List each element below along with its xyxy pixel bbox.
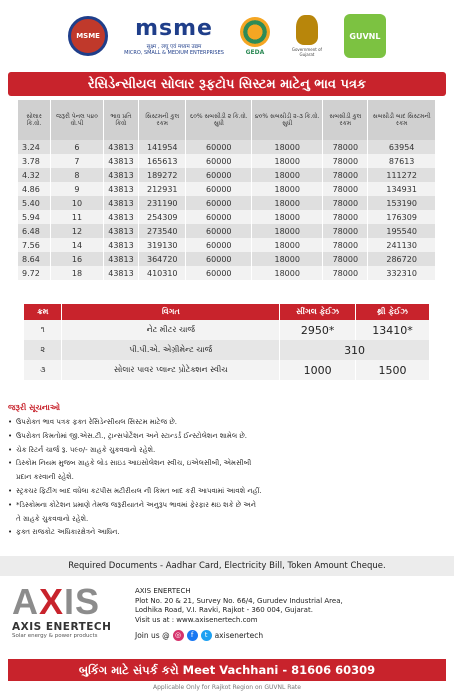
geda-logo: [240, 17, 270, 56]
charges-col-three: થ્રી ફેઈઝ: [356, 304, 430, 320]
col-header-net-amount: સબસીડી બાદ સિસ્ટમની રકમ: [368, 100, 436, 140]
charges-col-detail: વિગત: [62, 304, 280, 320]
note-item: • ડિસ્કોમ નિયમ મુજબ ગ્રાહકે લોડ સાઇડ આઇસોલેશન સ્વીચ, ઇએલસીબી, એમસીબી: [8, 457, 448, 471]
table-cell: 10: [51, 196, 104, 210]
table-cell: 8.64: [18, 252, 51, 266]
table-cell: 60000: [186, 182, 252, 196]
company-details: [135, 587, 445, 641]
charges-cell-both: 310: [280, 340, 430, 360]
table-cell: 60000: [186, 224, 252, 238]
join-label: Join us @: [135, 630, 170, 640]
axis-enertech-logo: [12, 583, 118, 653]
charges-cell-no: ૩: [24, 360, 62, 380]
table-cell: 60000: [186, 210, 252, 224]
table-cell: 18000: [252, 224, 323, 238]
instagram-icon[interactable]: ◎: [173, 630, 184, 641]
note-item: • સ્ટ્રક્ચર ફિટીંગ બાદ વધેલા કટપીસ મટીરીયલ ની કિમત બાદ કરી આપવામાં આવશે નહીં.: [8, 485, 448, 499]
table-cell: 18000: [252, 140, 323, 154]
table-cell: 43813: [103, 196, 138, 210]
col-header-subsidy-40: ૪૦% સબસીડી ૨-૩ કિ.વો. સુધી: [252, 100, 323, 140]
note-item-continuation: પ્રદાન કરવાની રહેશે.: [16, 473, 74, 482]
msme-logo-text: msme: [135, 16, 213, 41]
table-cell: 43813: [103, 266, 138, 280]
note-item-continuation: તે ગ્રાહકે ચુકવવાનો રહેશે.: [16, 514, 89, 523]
table-cell: 60000: [186, 154, 252, 168]
table-cell: 78000: [323, 182, 368, 196]
table-row: [18, 224, 436, 238]
charges-cell-detail: પી.પી.એ. એગ્રીમેન્ટ ચાર્જ: [62, 340, 280, 360]
table-cell: 63954: [368, 140, 436, 154]
table-cell: 111272: [368, 168, 436, 182]
company-address-line2: Lodhika Road, V.I. Ravki, Rajkot - 360 004, Gujarat.: [135, 606, 313, 614]
table-cell: 43813: [103, 140, 138, 154]
table-cell: 18000: [252, 238, 323, 252]
table-cell: 78000: [323, 154, 368, 168]
required-documents-text: Required Documents - Aadhar Card, Electricity Bill, Token Amount Cheque.: [68, 561, 386, 571]
table-cell: 60000: [186, 140, 252, 154]
table-cell: 332310: [368, 266, 436, 280]
table-row: [18, 154, 436, 168]
table-cell: 43813: [103, 168, 138, 182]
axis-logo-tagline: Solar energy & power products: [12, 633, 98, 639]
table-cell: 78000: [323, 266, 368, 280]
note-item: • ચેક રિટર્ન ચાર્જ રૂ. ૫૯૦/- ગ્રાહકે ચુકવવાનો રહેશે.: [8, 444, 448, 458]
table-cell: 14: [51, 238, 104, 252]
table-cell: 18000: [252, 196, 323, 210]
col-header-subsidy-total: સબસીડી કુલ રકમ: [323, 100, 368, 140]
table-cell: 78000: [323, 196, 368, 210]
col-header-panels: જરૂરી પેનલ ૫૪૦ વો.પી: [51, 100, 104, 140]
table-cell: 176309: [368, 210, 436, 224]
table-row: [18, 168, 436, 182]
table-cell: 18000: [252, 168, 323, 182]
table-cell: 3.24: [18, 140, 51, 154]
table-cell: 3.78: [18, 154, 51, 168]
table-cell: 9.72: [18, 266, 51, 280]
msme-hindi-text: सूक्ष्म , लघु एवं मध्यम उद्यम: [146, 44, 202, 50]
page-title-banner: [8, 72, 446, 96]
note-item: • ફક્ત રાજકોટ અધિકારક્ષેત્રને આધિન.: [8, 526, 448, 540]
charges-table: [24, 304, 430, 380]
table-cell: 153190: [368, 196, 436, 210]
msme-logo: [124, 16, 224, 56]
table-cell: 60000: [186, 168, 252, 182]
table-cell: 11: [51, 210, 104, 224]
table-cell: 12: [51, 224, 104, 238]
table-cell: 134931: [368, 182, 436, 196]
charges-cell-no: ૨: [24, 340, 62, 360]
emblem-icon: [296, 15, 318, 45]
note-item: • ઉપરોક્ત કિમતોમાં જી.એસ.ટી., ટ્રાન્સપોર્ટેશન અને સ્ટાન્ડર્ડ ઈન્સ્ટોલેશન શામેલ છે.: [8, 430, 448, 444]
col-header-rate: ભાવ પ્રતિ કિવો: [103, 100, 138, 140]
charges-cell-three: 1500: [356, 360, 430, 380]
table-cell: 60000: [186, 238, 252, 252]
charges-cell-detail: સોલાર પાવર પ્લાન્ટ પ્રોટેક્શન સ્વીચ: [62, 360, 280, 380]
booking-contact-text[interactable]: બુકિંગ માટે સંપર્ક કરો Meet Vachhani - 81606 60309: [78, 662, 376, 677]
charges-row-net-meter: [24, 320, 430, 340]
social-handle[interactable]: axisenertech: [214, 630, 264, 640]
charges-row-protection-switch: [24, 360, 430, 380]
table-cell: 43813: [103, 154, 138, 168]
table-row: [18, 210, 436, 224]
msme-english-text: MICRO, SMALL & MEDIUM ENTERPRISES: [124, 50, 224, 56]
table-row: [18, 196, 436, 210]
table-cell: 16: [51, 252, 104, 266]
charges-cell-no: ૧: [24, 320, 62, 340]
table-cell: 5.40: [18, 196, 51, 210]
company-name: AXIS ENERTECH: [135, 587, 191, 595]
charges-cell-three: 13410*: [356, 320, 430, 340]
table-cell: 9: [51, 182, 104, 196]
table-cell: 43813: [103, 224, 138, 238]
axis-logo-sub: AXIS ENERTECH: [12, 621, 112, 633]
social-links: [135, 630, 445, 641]
table-cell: 18000: [252, 154, 323, 168]
logo-row: [0, 0, 454, 72]
table-cell: 78000: [323, 252, 368, 266]
table-cell: 195540: [368, 224, 436, 238]
charges-col-single: સીંગલ ફેઈઝ: [280, 304, 356, 320]
table-row: [18, 238, 436, 252]
twitter-icon[interactable]: t: [201, 630, 212, 641]
table-cell: 60000: [186, 266, 252, 280]
note-item: • ઉપરોક્ત ભાવ પત્રક ફક્ત રેસિડેન્સીયલ સિસ્ટમ માટેજ છે.: [8, 416, 448, 430]
table-cell: 18000: [252, 266, 323, 280]
table-cell: 286720: [368, 252, 436, 266]
table-cell: 4.32: [18, 168, 51, 182]
table-row: [18, 266, 436, 280]
company-address-line1: Plot No. 20 & 21, Survey No. 66/4, Gurudev Industrial Area,: [135, 596, 343, 605]
table-cell: 78000: [323, 168, 368, 182]
notes-list: [8, 416, 448, 540]
charges-row-ppa: [24, 340, 430, 360]
table-cell: 5.94: [18, 210, 51, 224]
booking-contact-bar: [8, 659, 446, 681]
table-cell: 364720: [139, 252, 186, 266]
table-row: [18, 252, 436, 266]
price-table-header-row: [18, 100, 436, 140]
required-documents-bar: [0, 556, 454, 576]
notes-heading: જરૂરી સૂચનાઓ: [8, 403, 61, 412]
table-row: [18, 140, 436, 154]
col-header-subsidy-60: ૬૦% સબસીડી ૨ કિ.વો. સુધી: [186, 100, 252, 140]
charges-header-row: [24, 304, 430, 320]
table-cell: 43813: [103, 210, 138, 224]
page-title: રેસિડેન્સીયલ સોલાર રૂફટોપ સિસ્ટમ માટેનુ ભાવ પત્રક: [87, 76, 367, 92]
table-cell: 319130: [139, 238, 186, 252]
charges-cell-detail: નેટ મીટર ચાર્જ: [62, 320, 280, 340]
charges-col-no: ક્રમ: [24, 304, 62, 320]
table-cell: 241130: [368, 238, 436, 252]
table-cell: 78000: [323, 210, 368, 224]
table-cell: 189272: [139, 168, 186, 182]
table-cell: 18: [51, 266, 104, 280]
important-notes: [8, 403, 448, 540]
company-website[interactable]: Visit us at : www.axisenertech.com: [135, 615, 258, 624]
facebook-icon[interactable]: f: [187, 630, 198, 641]
price-table: [18, 100, 436, 280]
footer-note: Applicable Only for Rajkot Region on GUVNL Rate: [153, 684, 301, 691]
table-cell: 212931: [139, 182, 186, 196]
table-cell: 60000: [186, 196, 252, 210]
table-cell: 8: [51, 168, 104, 182]
guvnl-text: GUVNL: [349, 31, 381, 41]
table-cell: 254309: [139, 210, 186, 224]
price-table-body: [18, 140, 436, 280]
table-cell: 141954: [139, 140, 186, 154]
table-cell: 165613: [139, 154, 186, 168]
emblem-caption: Government of Gujarat: [291, 47, 322, 57]
col-header-total: સિસ્ટમની કુલ રકમ: [139, 100, 186, 140]
state-emblem-logo: [286, 15, 328, 57]
table-cell: 18000: [252, 210, 323, 224]
table-cell: 4.86: [18, 182, 51, 196]
table-cell: 43813: [103, 182, 138, 196]
msme-seal-logo: MSME: [68, 16, 108, 56]
geda-sun-icon: [240, 17, 270, 47]
axis-logo-word: AXIS: [12, 581, 101, 622]
table-cell: 78000: [323, 224, 368, 238]
table-cell: 410310: [139, 266, 186, 280]
table-cell: 18000: [252, 182, 323, 196]
table-cell: 273540: [139, 224, 186, 238]
charges-cell-single: 1000: [280, 360, 356, 380]
table-cell: 60000: [186, 252, 252, 266]
table-cell: 43813: [103, 252, 138, 266]
geda-text: GEDA: [245, 48, 265, 56]
table-cell: 6: [51, 140, 104, 154]
table-cell: 6.48: [18, 224, 51, 238]
note-item: • *ડિસ્કોમના કોટેશન પ્રમાણે તેમજ જરૂરીયાતને અનુરૂપ ભાવમાં ફેરફાર થઇ શકે છે અને: [8, 499, 448, 513]
table-cell: 231190: [139, 196, 186, 210]
col-header-kw: સોલાર કિ.વો.: [18, 100, 51, 140]
table-cell: 78000: [323, 140, 368, 154]
table-row: [18, 182, 436, 196]
table-cell: 87613: [368, 154, 436, 168]
table-cell: 18000: [252, 252, 323, 266]
charges-cell-single: 2950*: [280, 320, 356, 340]
table-cell: 78000: [323, 238, 368, 252]
table-cell: 43813: [103, 238, 138, 252]
table-cell: 7.56: [18, 238, 51, 252]
table-cell: 7: [51, 154, 104, 168]
guvnl-logo: [344, 14, 386, 58]
